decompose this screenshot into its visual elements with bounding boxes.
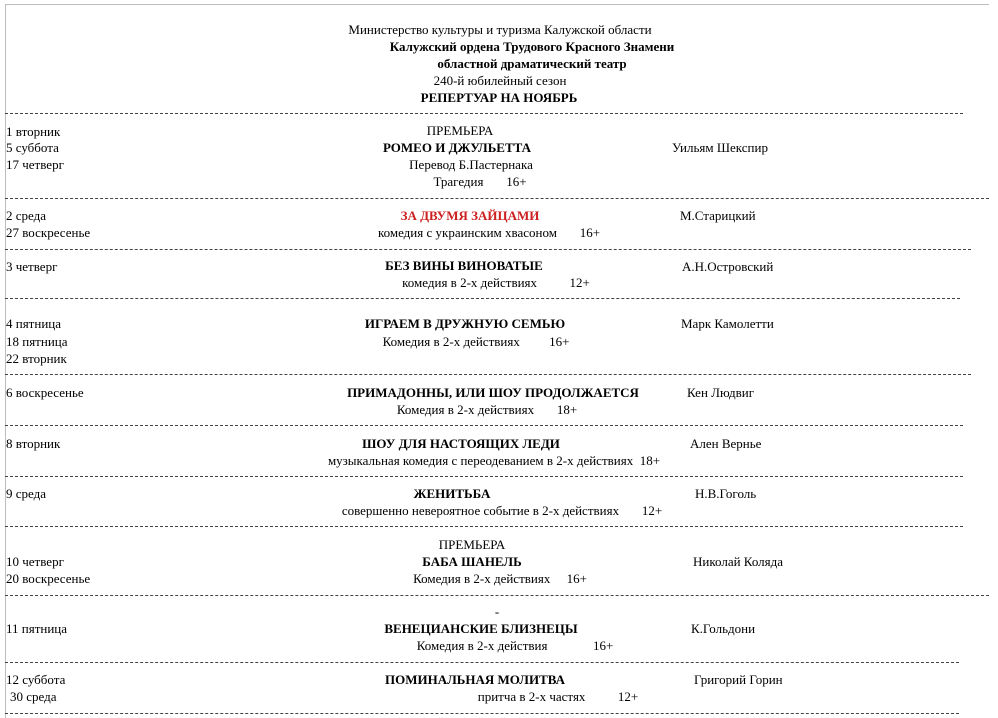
- separator: [5, 662, 959, 663]
- play-author: М.Старицкий: [680, 208, 756, 223]
- play-author: Уильям Шекспир: [672, 140, 768, 155]
- separator: [5, 425, 963, 426]
- page-title: РЕПЕРТУАР НА НОЯБРЬ: [420, 90, 578, 105]
- performance-date: 2 среда: [6, 208, 47, 223]
- play-author: Кен Людвиг: [687, 385, 755, 400]
- play-genre: Трагедия 16+: [433, 174, 527, 189]
- play-genre: Комедия в 2-х действиях 18+: [396, 402, 578, 417]
- performance-date: 10 четверг: [6, 554, 64, 569]
- performance-date: 20 воскресенье: [6, 571, 91, 586]
- play-title: ИГРАЕМ В ДРУЖНУЮ СЕМЬЮ: [364, 316, 566, 331]
- play-genre: Комедия в 2-х действиях 16+: [382, 334, 570, 349]
- play-genre: комедия с украинским хвасоном 16+: [377, 225, 601, 240]
- play-genre: притча в 2-х частях 12+: [477, 689, 639, 704]
- separator: [5, 476, 963, 477]
- play-author: Н.В.Гоголь: [695, 486, 757, 501]
- play-author: Николай Коляда: [693, 554, 783, 569]
- play-genre: совершенно невероятное событие в 2-х действиях 12+: [341, 503, 663, 518]
- performance-date: 18 пятница: [6, 334, 68, 349]
- performance-date: 27 воскресенье: [6, 225, 91, 240]
- play-genre: комедия в 2-х действиях 12+: [402, 275, 590, 290]
- performance-date: 4 пятница: [6, 316, 62, 331]
- translation-note: Перевод Б.Пастернака: [409, 157, 533, 172]
- premiere-badge: ПРЕМЬЕРА: [438, 537, 506, 552]
- separator: [5, 526, 963, 527]
- performance-date: 5 суббота: [6, 140, 59, 155]
- dash-mark: -: [494, 604, 500, 619]
- performance-date: 9 среда: [6, 486, 47, 501]
- performance-date: 1 вторник: [6, 124, 61, 139]
- theatre-name-line2: областной драматический театр: [437, 56, 627, 71]
- performance-date: 11 пятница: [6, 621, 68, 636]
- performance-date: 17 четверг: [6, 157, 64, 172]
- separator: [5, 374, 971, 375]
- performance-date: 8 вторник: [6, 436, 61, 451]
- separator: [5, 298, 960, 299]
- ministry-name: Министерство культуры и туризма Калужской области: [348, 22, 652, 37]
- premiere-badge: ПРЕМЬЕРА: [426, 123, 494, 138]
- separator: [5, 249, 971, 250]
- separator: [5, 113, 963, 114]
- performance-date: 3 четверг: [6, 259, 58, 274]
- play-author: Григорий Горин: [694, 672, 783, 687]
- separator: [5, 198, 989, 199]
- separator: [5, 713, 959, 714]
- play-author: Марк Камолетти: [681, 316, 774, 331]
- separator: [5, 595, 989, 596]
- play-title: ШОУ ДЛЯ НАСТОЯЩИХ ЛЕДИ: [362, 436, 560, 451]
- performance-date: 30 среда: [10, 689, 57, 704]
- page-frame-top: [5, 4, 989, 5]
- play-genre: Комедия в 2-х действиях 16+: [413, 571, 587, 586]
- performance-date: 22 вторник: [6, 351, 67, 366]
- play-author: К.Гольдони: [691, 621, 756, 636]
- play-title: ВЕНЕЦИАНСКИЕ БЛИЗНЕЦЫ: [384, 621, 578, 636]
- play-title: БАБА ШАНЕЛЬ: [422, 554, 522, 569]
- play-title: ПРИМАДОННЫ, ИЛИ ШОУ ПРОДОЛЖАЕТСЯ: [347, 385, 639, 400]
- play-author: А.Н.Островский: [682, 259, 774, 274]
- play-author: Ален Вернье: [690, 436, 762, 451]
- performance-date: 6 воскресенье: [6, 385, 84, 400]
- play-title: РОМЕО И ДЖУЛЬЕТТА: [382, 140, 532, 155]
- play-title: ЖЕНИТЬБА: [413, 486, 491, 501]
- season-label: 240-й юбилейный сезон: [433, 73, 567, 88]
- play-genre: Комедия в 2-х действия 16+: [416, 638, 614, 653]
- theatre-name-line1: Калужский ордена Трудового Красного Знамени: [389, 39, 675, 54]
- performance-date: 12 суббота: [6, 672, 66, 687]
- play-title: БЕЗ ВИНЫ ВИНОВАТЫЕ: [385, 258, 543, 273]
- play-title: ПОМИНАЛЬНАЯ МОЛИТВА: [385, 672, 565, 687]
- play-genre: музыкальная комедия с переодеванием в 2-х действиях 18+: [327, 453, 661, 468]
- play-title: ЗА ДВУМЯ ЗАЙЦАМИ: [400, 208, 540, 223]
